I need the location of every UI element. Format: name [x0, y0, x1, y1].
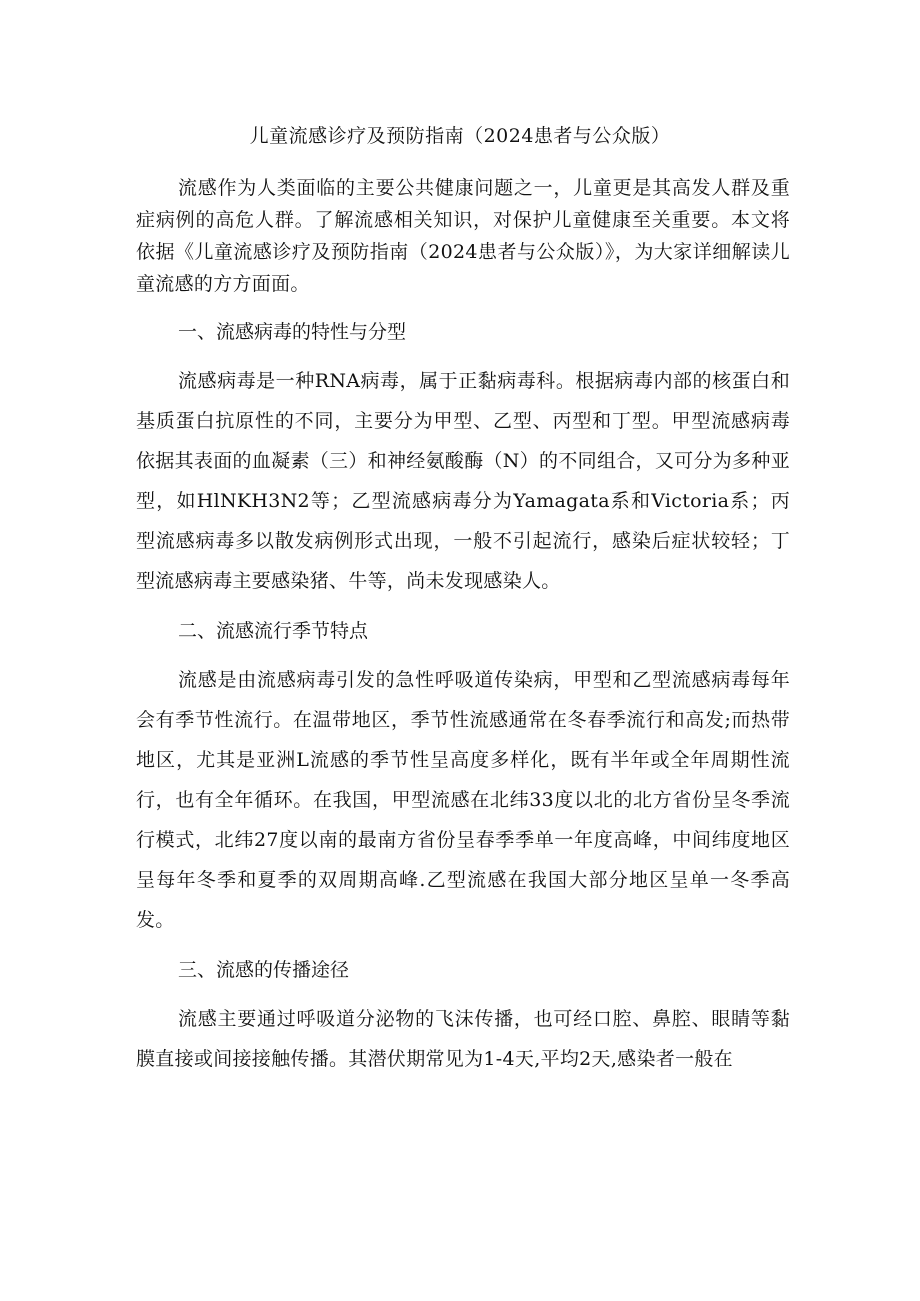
document-title: 儿童流感诊疗及预防指南（2024患者与公众版）: [249, 125, 671, 147]
section-text-transmission: 流感主要通过呼吸道分泌物的飞沫传播，也可经口腔、鼻腔、眼睛等黏膜直接或间接接触传播。其潜伏期常见为1-4天,平均2天,感染者一般在: [136, 1008, 790, 1070]
section-heading-seasonality: 二、流感流行季节特点: [178, 620, 369, 642]
section-text-virus-types: 流感病毒是一种RNA病毒，属于正黏病毒科。根据病毒内部的核蛋白和基质蛋白抗原性的不同，主要分为甲型、乙型、丙型和丁型。甲型流感病毒依据其表面的血凝素（三）和神经氨酸酶（N）的不同组合，又可分为多种亚型，如HlNKH3N2等；乙型流感病毒分为Yamagata系和Victoria系；丙型流感病毒多以散发病例形式出现，一般不引起流行，感染后症状较轻；丁型流感病毒主要感染猪、牛等，尚未发现感染人。: [136, 370, 790, 592]
section-text-seasonality: 流感是由流感病毒引发的急性呼吸道传染病，甲型和乙型流感病毒每年会有季节性流行。在温带地区，季节性流感通常在冬春季流行和高发;而热带地区，尤其是亚洲L流感的季节性呈高度多样化，既有半年或全年周期性流行，也有全年循环。在我国，甲型流感在北纬33度以北的北方省份呈冬季流行模式，北纬27度以南的最南方省份呈春季季单一年度高峰，中间纬度地区呈每年冬季和夏季的双周期高峰.乙型流感在我国大部分地区呈单一冬季高发。: [136, 669, 790, 931]
section-heading-virus-types: 一、流感病毒的特性与分型: [178, 321, 407, 343]
intro-paragraph: 流感作为人类面临的主要公共健康问题之一，儿童更是其高发人群及重症病例的高危人群。了解流感相关知识，对保护儿童健康至关重要。本文将依据《儿童流感诊疗及预防指南（2024患者与公众版）》，为大家详细解读儿童流感的方方面面。: [136, 177, 790, 295]
section-heading-transmission: 三、流感的传播途径: [178, 959, 350, 981]
document-body: [136, 172, 790, 1079]
